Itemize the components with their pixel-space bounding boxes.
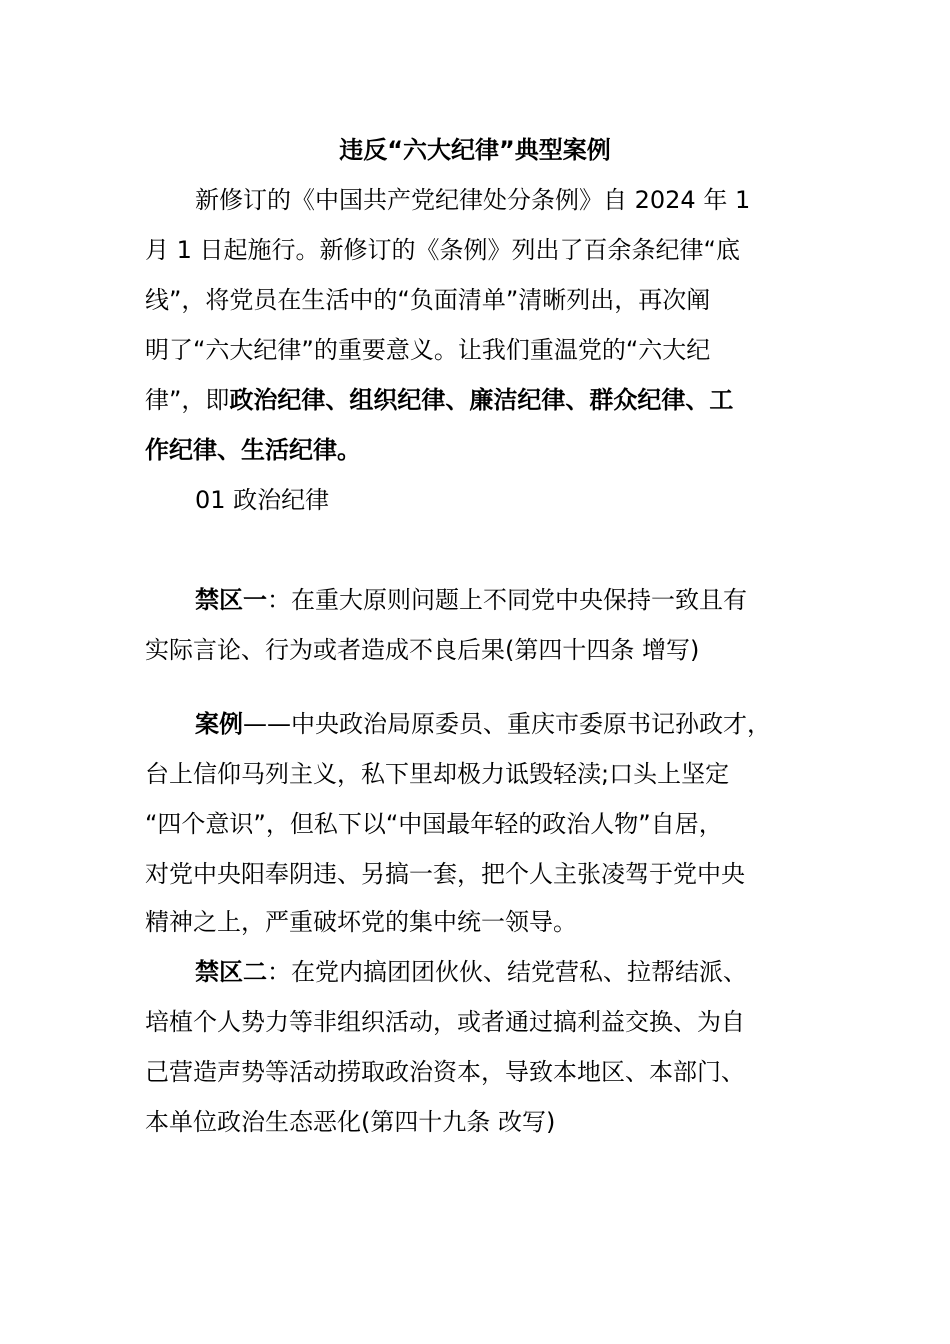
section-heading: 01 政治纪律 [195, 486, 330, 514]
zone2-line-3: 己营造声势等活动捞取政治资本，导致本地区、本部门、 [145, 1058, 745, 1086]
case1-label: 案例 [195, 710, 243, 738]
case1-line-4: 对党中央阳奉阴违、另搞一套，把个人主张凌驾于党中央 [145, 860, 745, 888]
document-title: 违反“六大纪律”典型案例 [339, 136, 611, 164]
case1-line-5: 精神之上，严重破坏党的集中统一领导。 [145, 908, 577, 936]
zone2-line-2: 培植个人势力等非组织活动，或者通过搞利益交换、为自 [145, 1008, 745, 1036]
intro-line-1: 新修订的《中国共产党纪律处分条例》自 2024 年 1 [195, 186, 751, 214]
intro-line-5 [145, 382, 825, 418]
zone1-line-2: 实际言论、行为或者造成不良后果(第四十四条 增写) [145, 636, 700, 664]
zone2-line-1 [195, 954, 875, 990]
zone2-text: ：在党内搞团团伙伙、结党营私、拉帮结派、 [267, 958, 747, 986]
case1-line-2: 台上信仰马列主义，私下里却极力诋毁轻渎;口头上坚定 [145, 760, 730, 788]
case1-line-3: “四个意识”，但私下以“中国最年轻的政治人物”自居， [145, 810, 723, 838]
zone1-label: 禁区一 [195, 586, 267, 614]
case1-text: ——中央政治局原委员、重庆市委原书记孙政才， [243, 710, 771, 738]
intro-line-4: 明了“六大纪律”的重要意义。让我们重温党的“六大纪 [145, 336, 711, 364]
intro-line-5-text: 律”，即 [145, 386, 230, 414]
zone1-line-1 [195, 582, 875, 618]
zone1-text: ：在重大原则问题上不同党中央保持一致且有 [267, 586, 747, 614]
zone2-label: 禁区二 [195, 958, 267, 986]
zone2-line-4: 本单位政治生态恶化(第四十九条 改写) [145, 1108, 556, 1136]
intro-line-3: 线”，将党员在生活中的“负面清单”清晰列出，再次阐 [145, 286, 711, 314]
six-disciplines-list: 政治纪律、组织纪律、廉洁纪律、群众纪律、工 [229, 386, 734, 414]
case1-line-1 [195, 706, 875, 742]
intro-line-2: 月 1 日起施行。新修订的《条例》列出了百余条纪律“底 [145, 236, 740, 264]
six-disciplines-list-end: 作纪律、生活纪律。 [145, 436, 361, 464]
